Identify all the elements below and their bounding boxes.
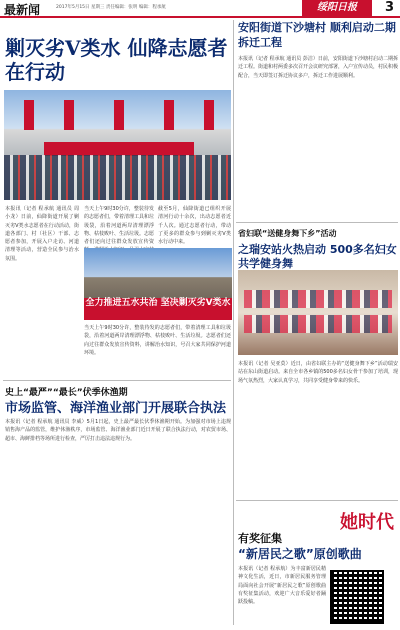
section-divider: [3, 380, 231, 381]
right-top-body: 本报讯（记者 程承航 通讯员 彭洁）日前，安阳街道下沙塘村启动二期拆迁工程。街道和村两委多次召开会议研究部署，入户宣传动员，村民积极配合，当天即签订拆迁协议多户，拆迁工作进展顺利。: [238, 56, 399, 79]
right-bottom-headline: “新居民之歌”原创歌曲: [238, 547, 362, 561]
section-divider: [236, 500, 398, 501]
page-header: [0, 0, 400, 18]
second-headline: 市场监管、海洋渔业部门开展联合执法: [5, 401, 227, 416]
right-mid-body: 本报讯（记者 吴亚莫）近日，由省妇联主办的“送健身舞下乡”活动瑞安站在东山街道启动。来自全市各乡镇的500多名妇女骨干参加了培训，现场气氛热烈，大家认真学习，共同享受健身带来的快乐。: [238, 361, 398, 384]
section-title: 最新闻: [4, 3, 41, 17]
masthead-logo: 绥阳日报: [302, 0, 372, 16]
dance-photo: [238, 270, 398, 355]
lead-body-col1: 本报讯（记者 程承航 通讯员 周 小龙）日前，仙降街道开展了剿灭劣V类水志愿者在行动活动，街道各部门、村（社区）干部、志愿者参加，开展入户走访、河道清理等活动，营造全民参与治水氛围。: [5, 206, 79, 262]
column-divider: [233, 20, 234, 625]
right-top-headline: 安阳街道下沙塘村 顺利启动二期拆迁工程: [238, 21, 396, 49]
lead-headline: 剿灭劣Ⅴ类水 仙降志愿者在行动: [5, 36, 228, 84]
right-bottom-kicker: 有奖征集: [238, 532, 282, 545]
section-divider: [236, 222, 398, 223]
photo-slogan: 全力推进五水共治 坚决剿灭劣Ⅴ类水: [84, 298, 232, 320]
right-bottom-body: 本报讯（记者 程承航）为丰富新居民精神文化生活，近日，市新居民服务管理局面向社会开展“新居民之歌”原创歌曲有奖征集活动，欢迎广大音乐爱好者踊跃投稿。: [238, 566, 326, 606]
feature-logo: 她时代: [340, 512, 394, 533]
qr-code-icon: [330, 570, 384, 624]
lead-body-col3: 截至5月，仙降街道已组织开展清河行动十余次，出动志愿者近千人次。通过志愿者行动，带动了更多的群众参与到剿灭劣V类水行动中来。: [158, 206, 231, 246]
second-kicker: 史上“最严”“最长”伏季休渔期: [5, 388, 128, 398]
page-number: 3: [384, 0, 394, 15]
right-mid-headline: 之瑞安站火热启动 500多名妇女共学健身舞: [238, 243, 397, 270]
lead-body-continued: 当天上午9时30分许，整装待发的志愿者们，带着清理工具和垃圾袋，沿着河道两岸清理漂浮物、枯枝败叶、生活垃圾。志愿者们还向过往群众发放宣传资料，讲解治水知识，号召大家共同保护河道环境。: [84, 325, 231, 356]
lead-photo: [4, 90, 231, 200]
issue-meta: 2017年5月15日 星期三 责任编辑：张明 编辑：程承航: [56, 5, 166, 10]
lead-photo-2: [84, 248, 232, 320]
second-body: 本报讯（记者 程承航 通讯员 李威）5月1日起，史上最严最长伏季休渔期开始。为加强对市场上违规销售海产品的监管，维护休渔秩序，市场监管、海洋渔业部门近日开展了联合执法行动，对农贸市场、超市、海鲜排档等场所进行检查，严厉打击违法违规行为。: [5, 419, 231, 442]
right-mid-kicker: 省妇联“送健身舞下乡”活动: [238, 229, 337, 238]
lead-body-col2: 当天上午9时30分许，整装待发的志愿者们，带着清理工具和垃圾袋，沿着河道两岸清理漂浮物、枯枝败叶、生活垃圾。志愿者们还向过往群众发放宣传资: [84, 206, 155, 246]
